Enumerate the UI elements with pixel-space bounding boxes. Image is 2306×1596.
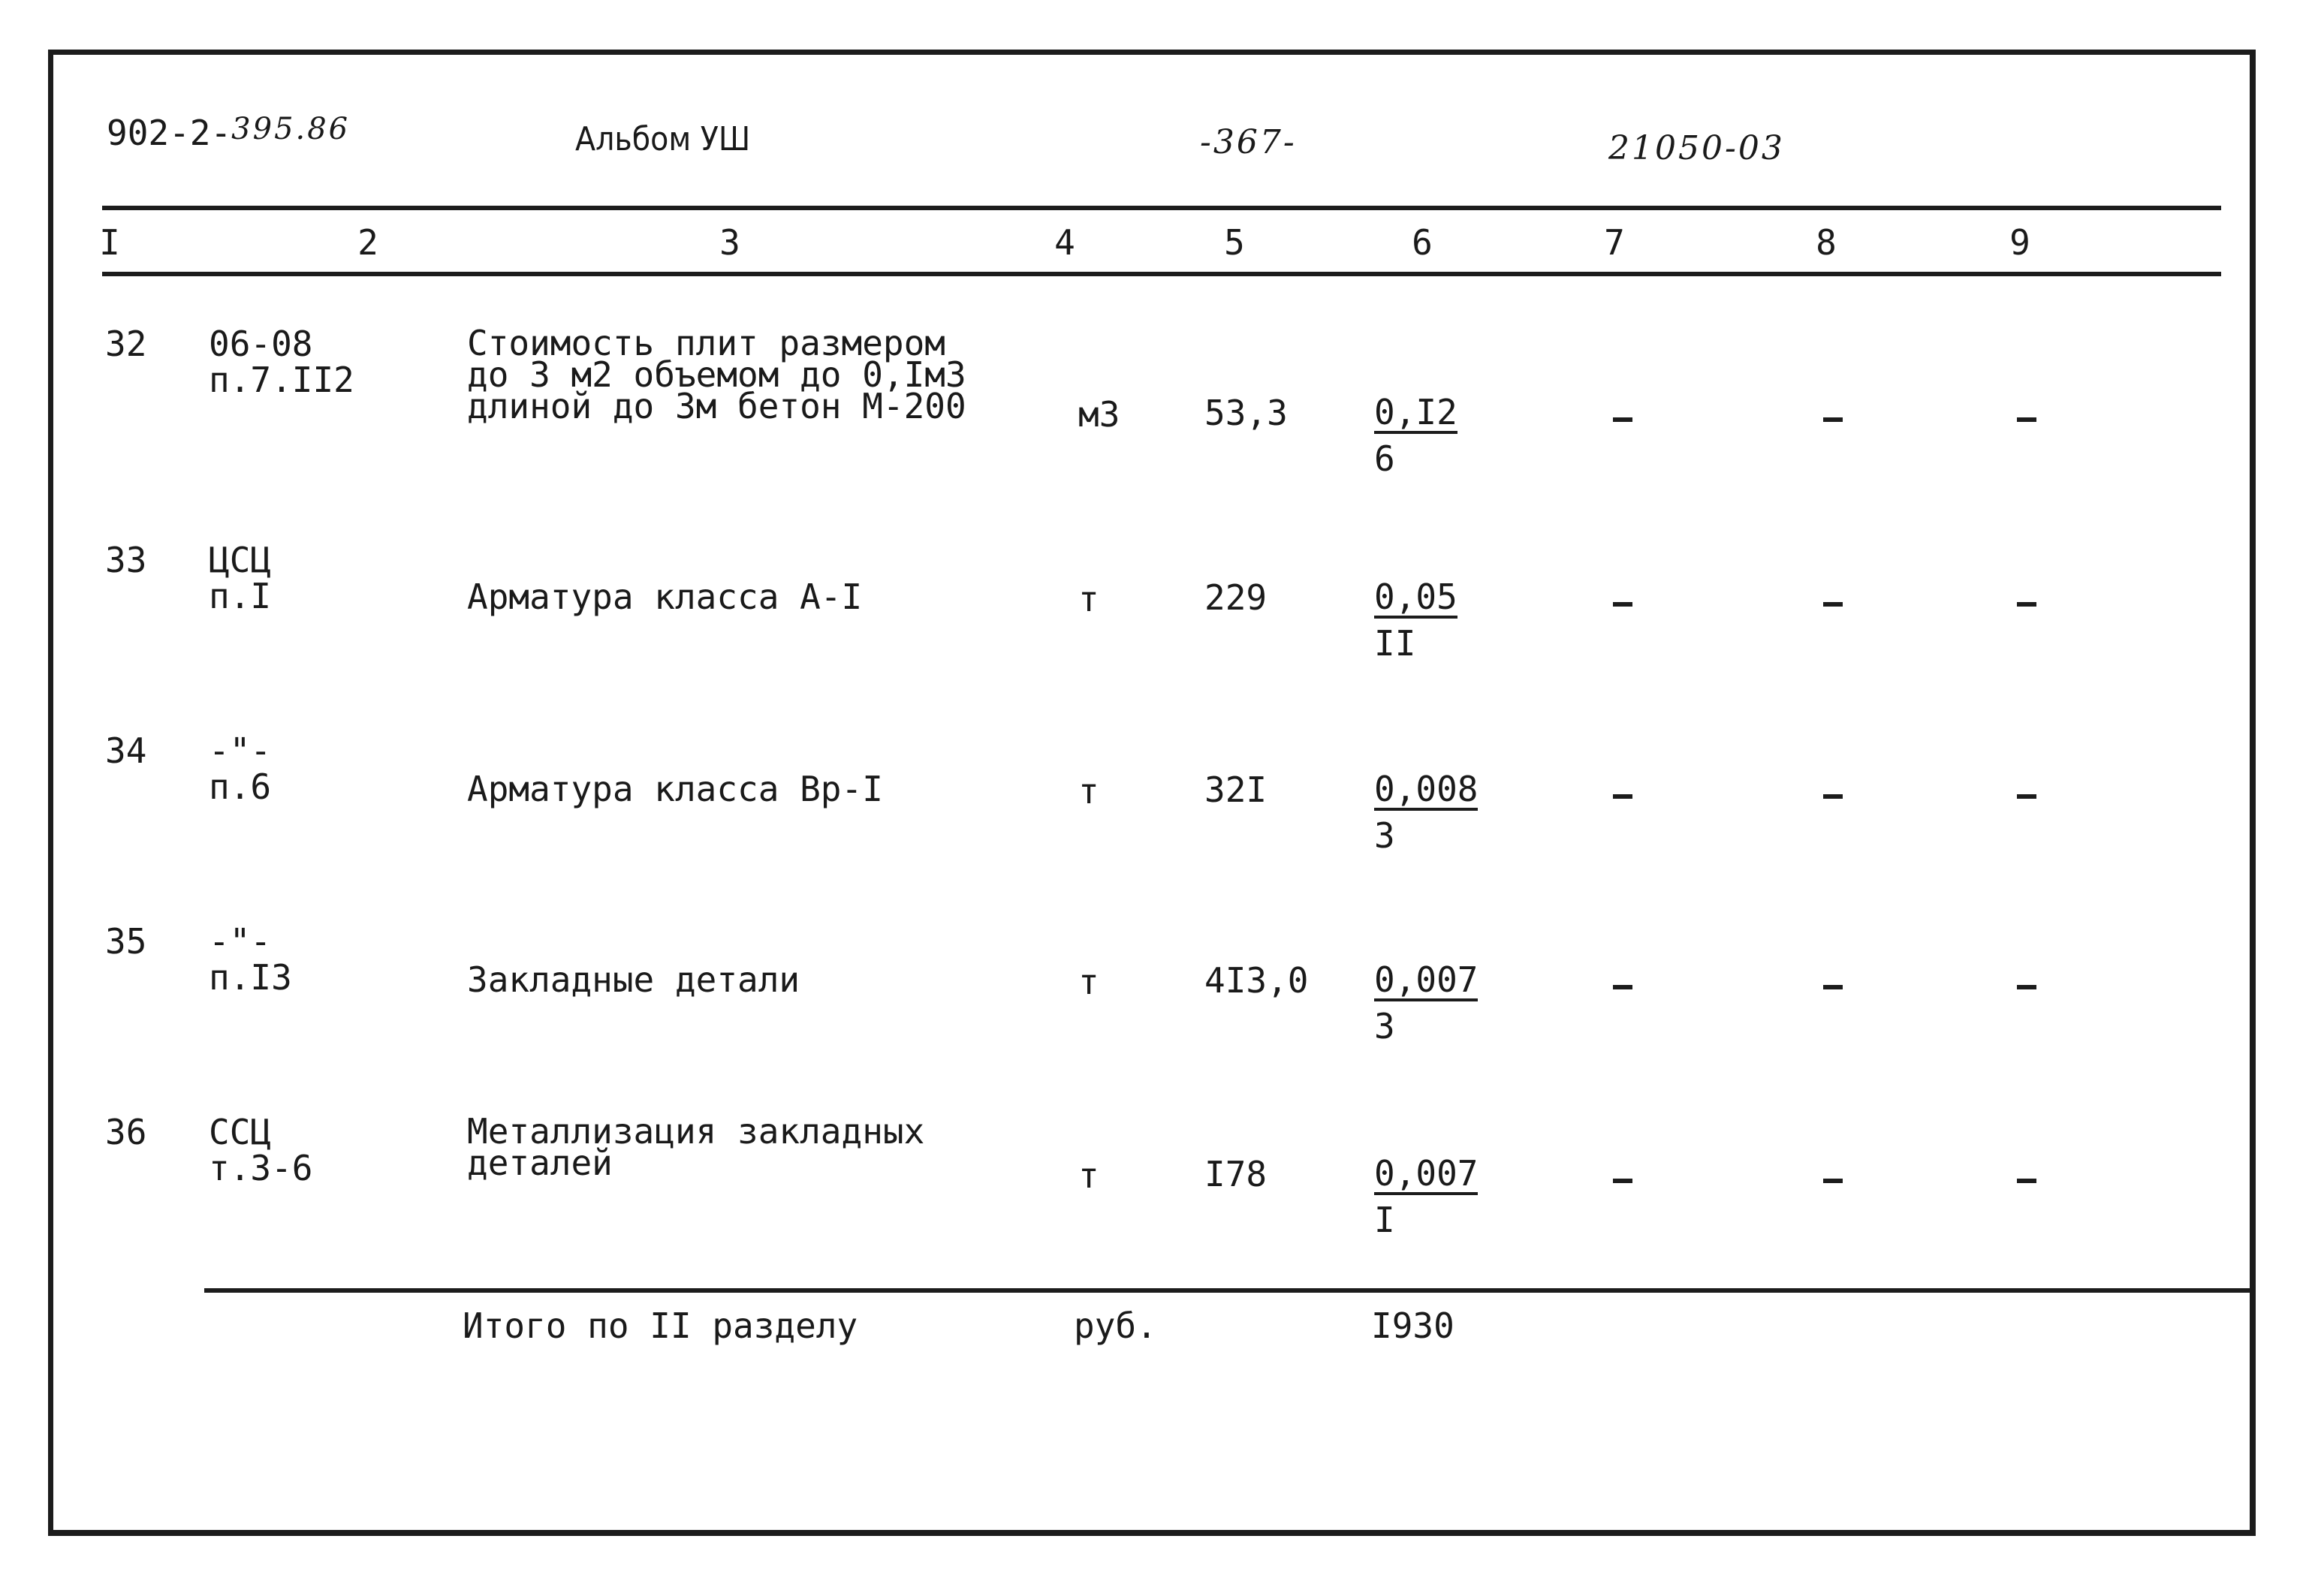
row-col-9-dash [2017,1179,2036,1183]
row-number: 33 [105,540,147,580]
row-col-8-dash [1823,794,1843,799]
row-quantity-top: 0,05 [1374,577,1457,617]
row-quantity-bottom: 3 [1374,815,1395,856]
row-quantity-top: 0,007 [1374,959,1479,1000]
row-col-8-dash [1823,417,1843,422]
total-value: I930 [1371,1305,1454,1346]
row-code-line: -"- [209,921,272,962]
inventory-number: 21050-03 [1608,129,1785,167]
column-number-7: 7 [1604,222,1625,263]
doc-code [107,113,350,153]
row-code-line: п.7.II2 [209,360,354,400]
page-number: -367- [1200,123,1297,161]
album-title: Альбом УШ [575,120,751,158]
row-quantity-top: 0,007 [1374,1153,1479,1194]
row-quantity-bottom: II [1374,623,1416,664]
row-description-line: до 3 м2 объемом до 0,Iм3 [467,354,966,395]
column-number-3: 3 [719,222,740,263]
doc-code-handwritten: 395.86 [231,112,351,146]
row-code-line: 06-08 [209,324,313,364]
row-description-line: Стоимость плит размером [467,323,945,363]
row-col-7-dash [1613,1179,1632,1183]
row-number: 36 [105,1112,147,1152]
row-code-line: п.6 [209,766,272,807]
column-number-4: 4 [1054,222,1075,263]
row-col-7-dash [1613,602,1632,607]
row-col-7-dash [1613,794,1632,799]
row-quantity-top: 0,008 [1374,769,1479,809]
row-quantity-top: 0,I2 [1374,392,1457,432]
row-code-line: ССЦ [209,1112,272,1152]
row-number: 34 [105,730,147,771]
row-code-line: т.3-6 [209,1148,313,1188]
row-quantity-bottom: I [1374,1200,1395,1240]
row-unit: т [1078,1155,1099,1196]
row-col-7-dash [1613,417,1632,422]
row-col-9-dash [2017,602,2036,607]
row-unit: т [1078,579,1099,619]
row-description-line: деталей [467,1143,613,1183]
column-number-6: 6 [1412,222,1433,263]
row-code-line: п.I3 [209,957,292,998]
total-unit: руб. [1074,1305,1157,1346]
row-col-8-dash [1823,602,1843,607]
column-number-5: 5 [1224,222,1245,263]
row-code-line: -"- [209,730,272,771]
row-unit: т [1078,771,1099,812]
row-description-line: Арматура класса А-I [467,577,863,617]
row-code-line: ЦСЦ [209,540,272,580]
column-number-1: I [99,222,120,263]
header-rule-top [102,206,2221,210]
row-description-line: Металлизация закладных [467,1111,925,1152]
row-description-line: длиной до 3м бетон М-200 [467,386,966,426]
row-quantity-bottom: 6 [1374,438,1395,479]
header-rule-bottom [102,272,2221,276]
row-price: 53,3 [1204,393,1288,433]
row-col-8-dash [1823,985,1843,989]
row-unit: т [1078,962,1099,1002]
row-number: 32 [105,324,147,364]
row-number: 35 [105,921,147,962]
row-price: 32I [1204,769,1268,810]
row-price: 4I3,0 [1204,960,1309,1001]
row-col-7-dash [1613,985,1632,989]
total-rule [204,1288,2251,1293]
total-label: Итого по II разделу [463,1305,858,1346]
row-col-9-dash [2017,794,2036,799]
row-quantity-bottom: 3 [1374,1006,1395,1046]
row-col-8-dash [1823,1179,1843,1183]
row-code-line: п.I [209,576,272,616]
column-number-9: 9 [2009,222,2030,263]
row-col-9-dash [2017,985,2036,989]
row-description-line: Арматура класса Вр-I [467,769,883,809]
row-price: I78 [1204,1154,1268,1194]
row-description-line: Закладные детали [467,959,800,1000]
column-number-2: 2 [357,222,378,263]
column-number-8: 8 [1816,222,1837,263]
row-unit: м3 [1078,394,1120,435]
doc-code-printed: 902-2- [107,113,232,153]
row-col-9-dash [2017,417,2036,422]
row-price: 229 [1204,577,1268,618]
